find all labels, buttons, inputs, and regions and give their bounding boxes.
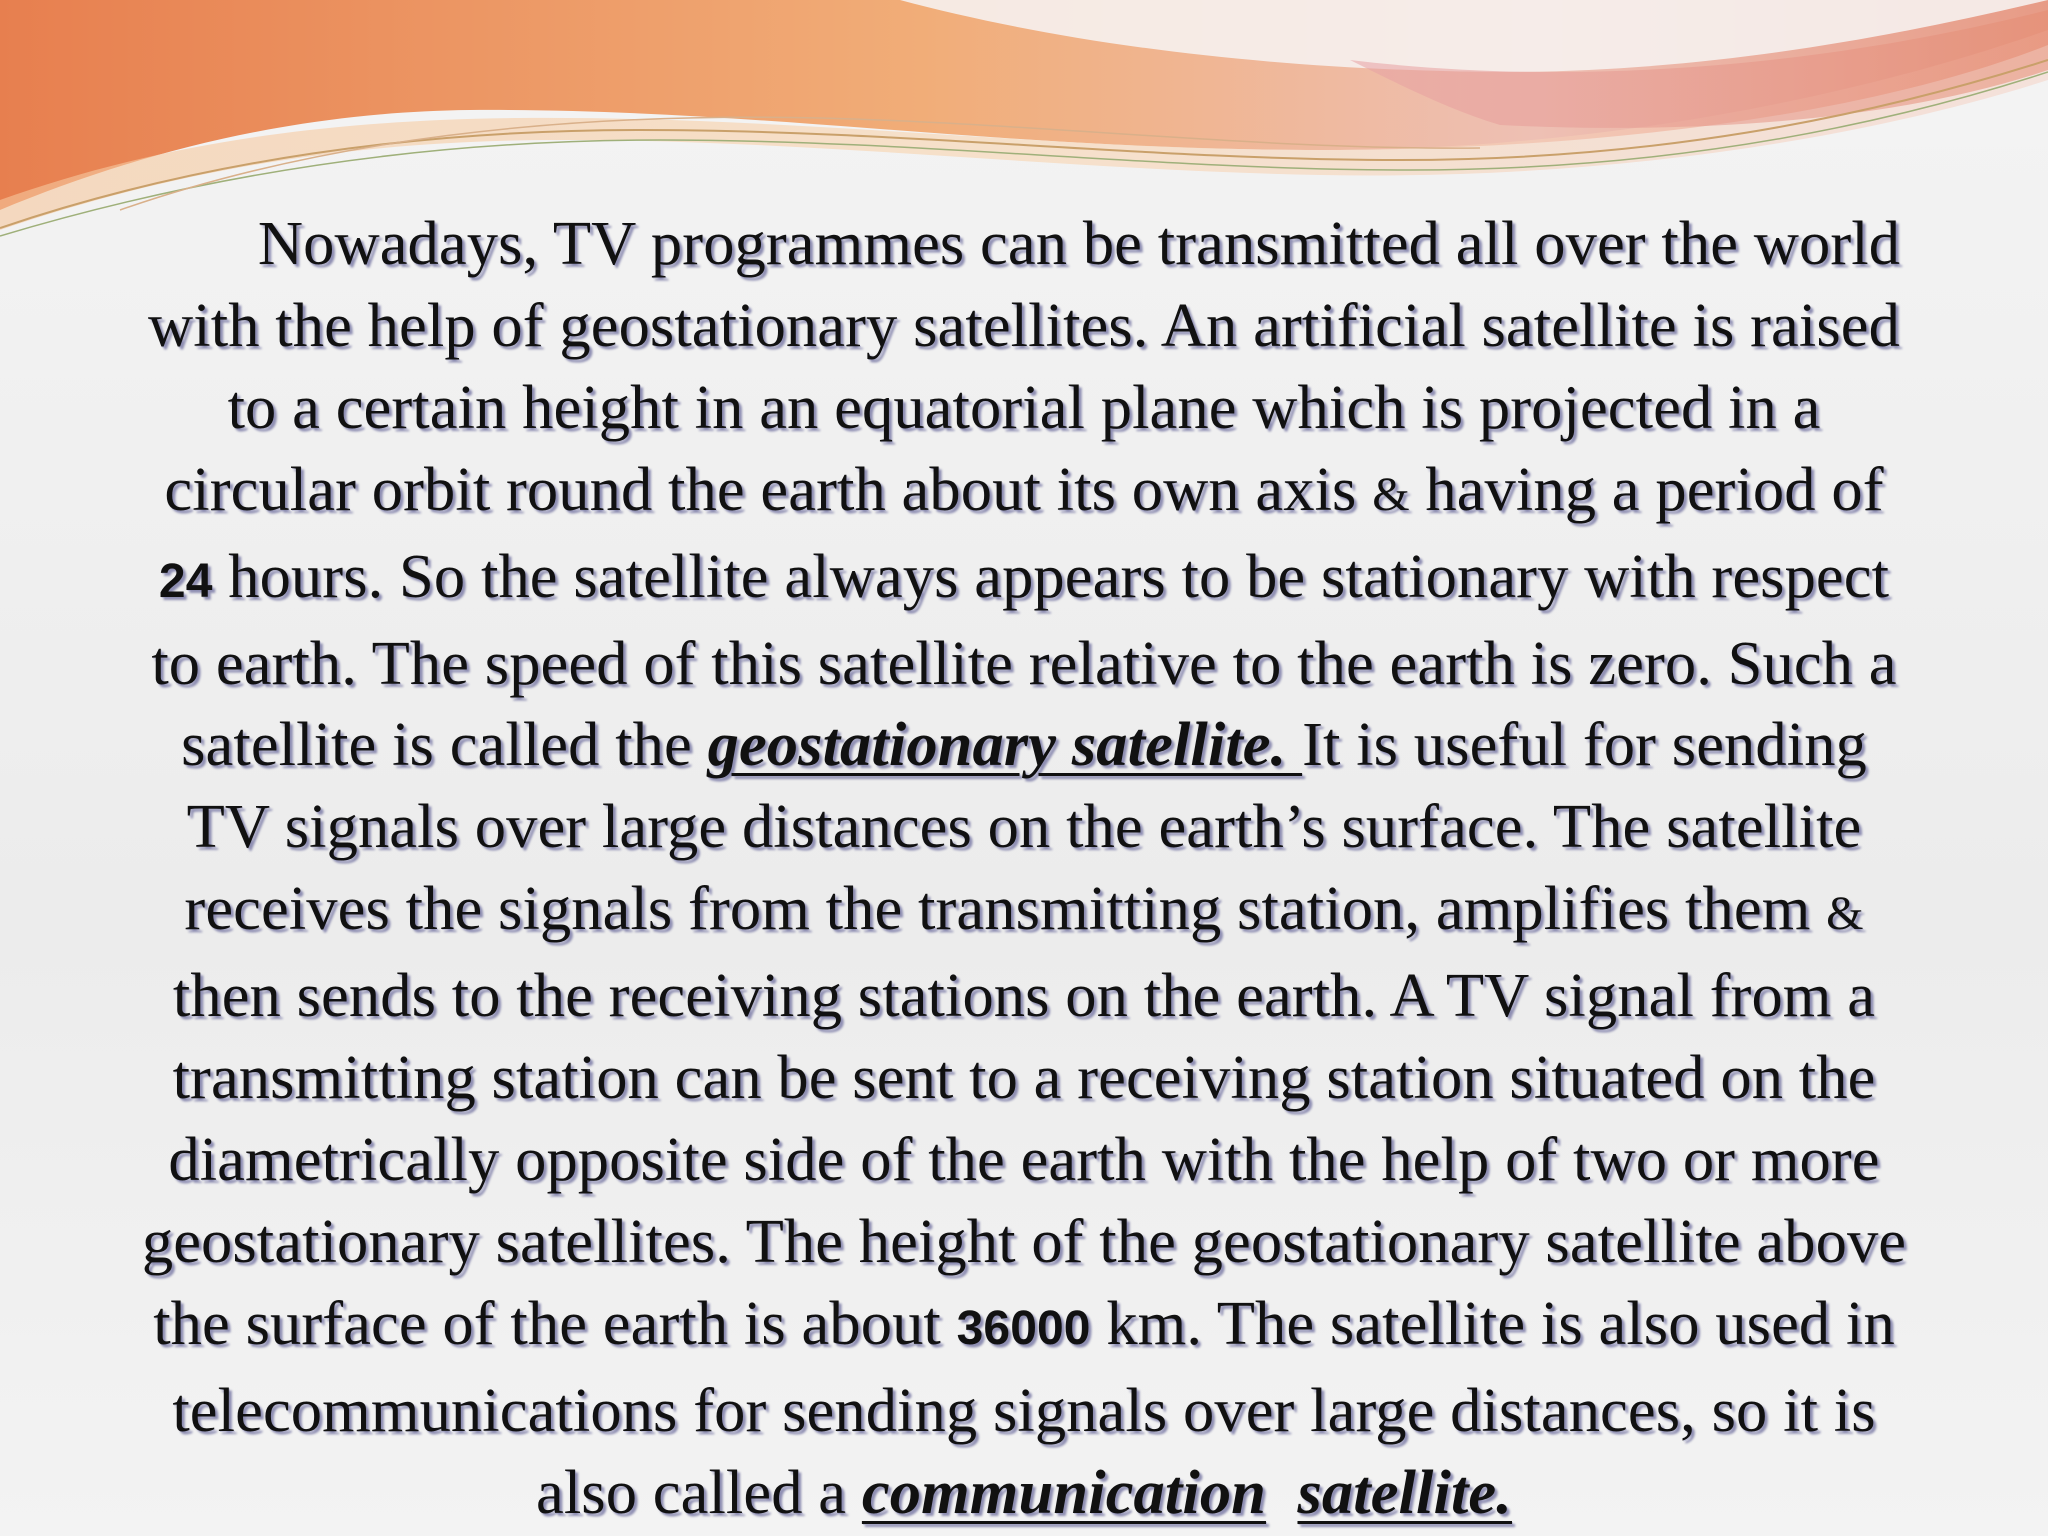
text-line: transmitting station can be sent to a receiving station situated on the bbox=[172, 1042, 1876, 1113]
number-36000: 36000 bbox=[956, 1301, 1091, 1355]
text-segment: satellite is called the bbox=[181, 709, 708, 780]
text-segment: having a period of bbox=[1409, 453, 1884, 524]
text-line bbox=[18, 868, 2030, 955]
text-line bbox=[18, 536, 2030, 623]
text-line bbox=[18, 1283, 2030, 1370]
ampersand: & bbox=[1372, 467, 1410, 521]
term-satellite: satellite. bbox=[1297, 1456, 1512, 1527]
term-communication: communication bbox=[861, 1456, 1267, 1527]
text-line bbox=[18, 704, 2030, 786]
text-line: TV signals over large distances on the earth’s surface. The satellite bbox=[186, 791, 1862, 862]
text-line: then sends to the receiving stations on the earth. A TV signal from a bbox=[172, 960, 1876, 1031]
text-line: with the help of geostationary satellites. An artificial satellite is raised bbox=[148, 289, 1900, 360]
number-24: 24 bbox=[158, 554, 213, 608]
text-line: to earth. The speed of this satellite relative to the earth is zero. Such a bbox=[151, 627, 1897, 698]
text-line: to a certain height in an equatorial plane which is projected in a bbox=[227, 371, 1821, 442]
text-segment: also called a bbox=[535, 1456, 862, 1527]
text-segment: circular orbit round the earth about its own axis bbox=[164, 453, 1373, 524]
ampersand: & bbox=[1826, 887, 1864, 941]
text-line: Nowadays, TV programmes can be transmitted all over the world bbox=[257, 208, 1901, 278]
text-line bbox=[18, 449, 2030, 536]
text-line: telecommunications for sending signals over large distances, so it is bbox=[172, 1374, 1876, 1445]
text-segment: receives the signals from the transmitting station, amplifies them bbox=[184, 873, 1827, 944]
text-segment: the surface of the earth is about bbox=[153, 1287, 957, 1358]
text-segment: It is useful for sending bbox=[1302, 709, 1867, 780]
text-line: diametrically opposite side of the earth with the help of two or more bbox=[168, 1123, 1880, 1194]
body-paragraph bbox=[18, 203, 2030, 1534]
text-line bbox=[18, 1452, 2030, 1534]
text-segment: hours. So the satellite always appears to be stationary with respect bbox=[212, 540, 1890, 611]
text-line: geostationary satellites. The height of the geostationary satellite above bbox=[141, 1205, 1907, 1276]
term-geostationary-satellite: geostationary satellite. bbox=[707, 709, 1303, 780]
text-segment: km. The satellite is also used in bbox=[1090, 1287, 1895, 1358]
